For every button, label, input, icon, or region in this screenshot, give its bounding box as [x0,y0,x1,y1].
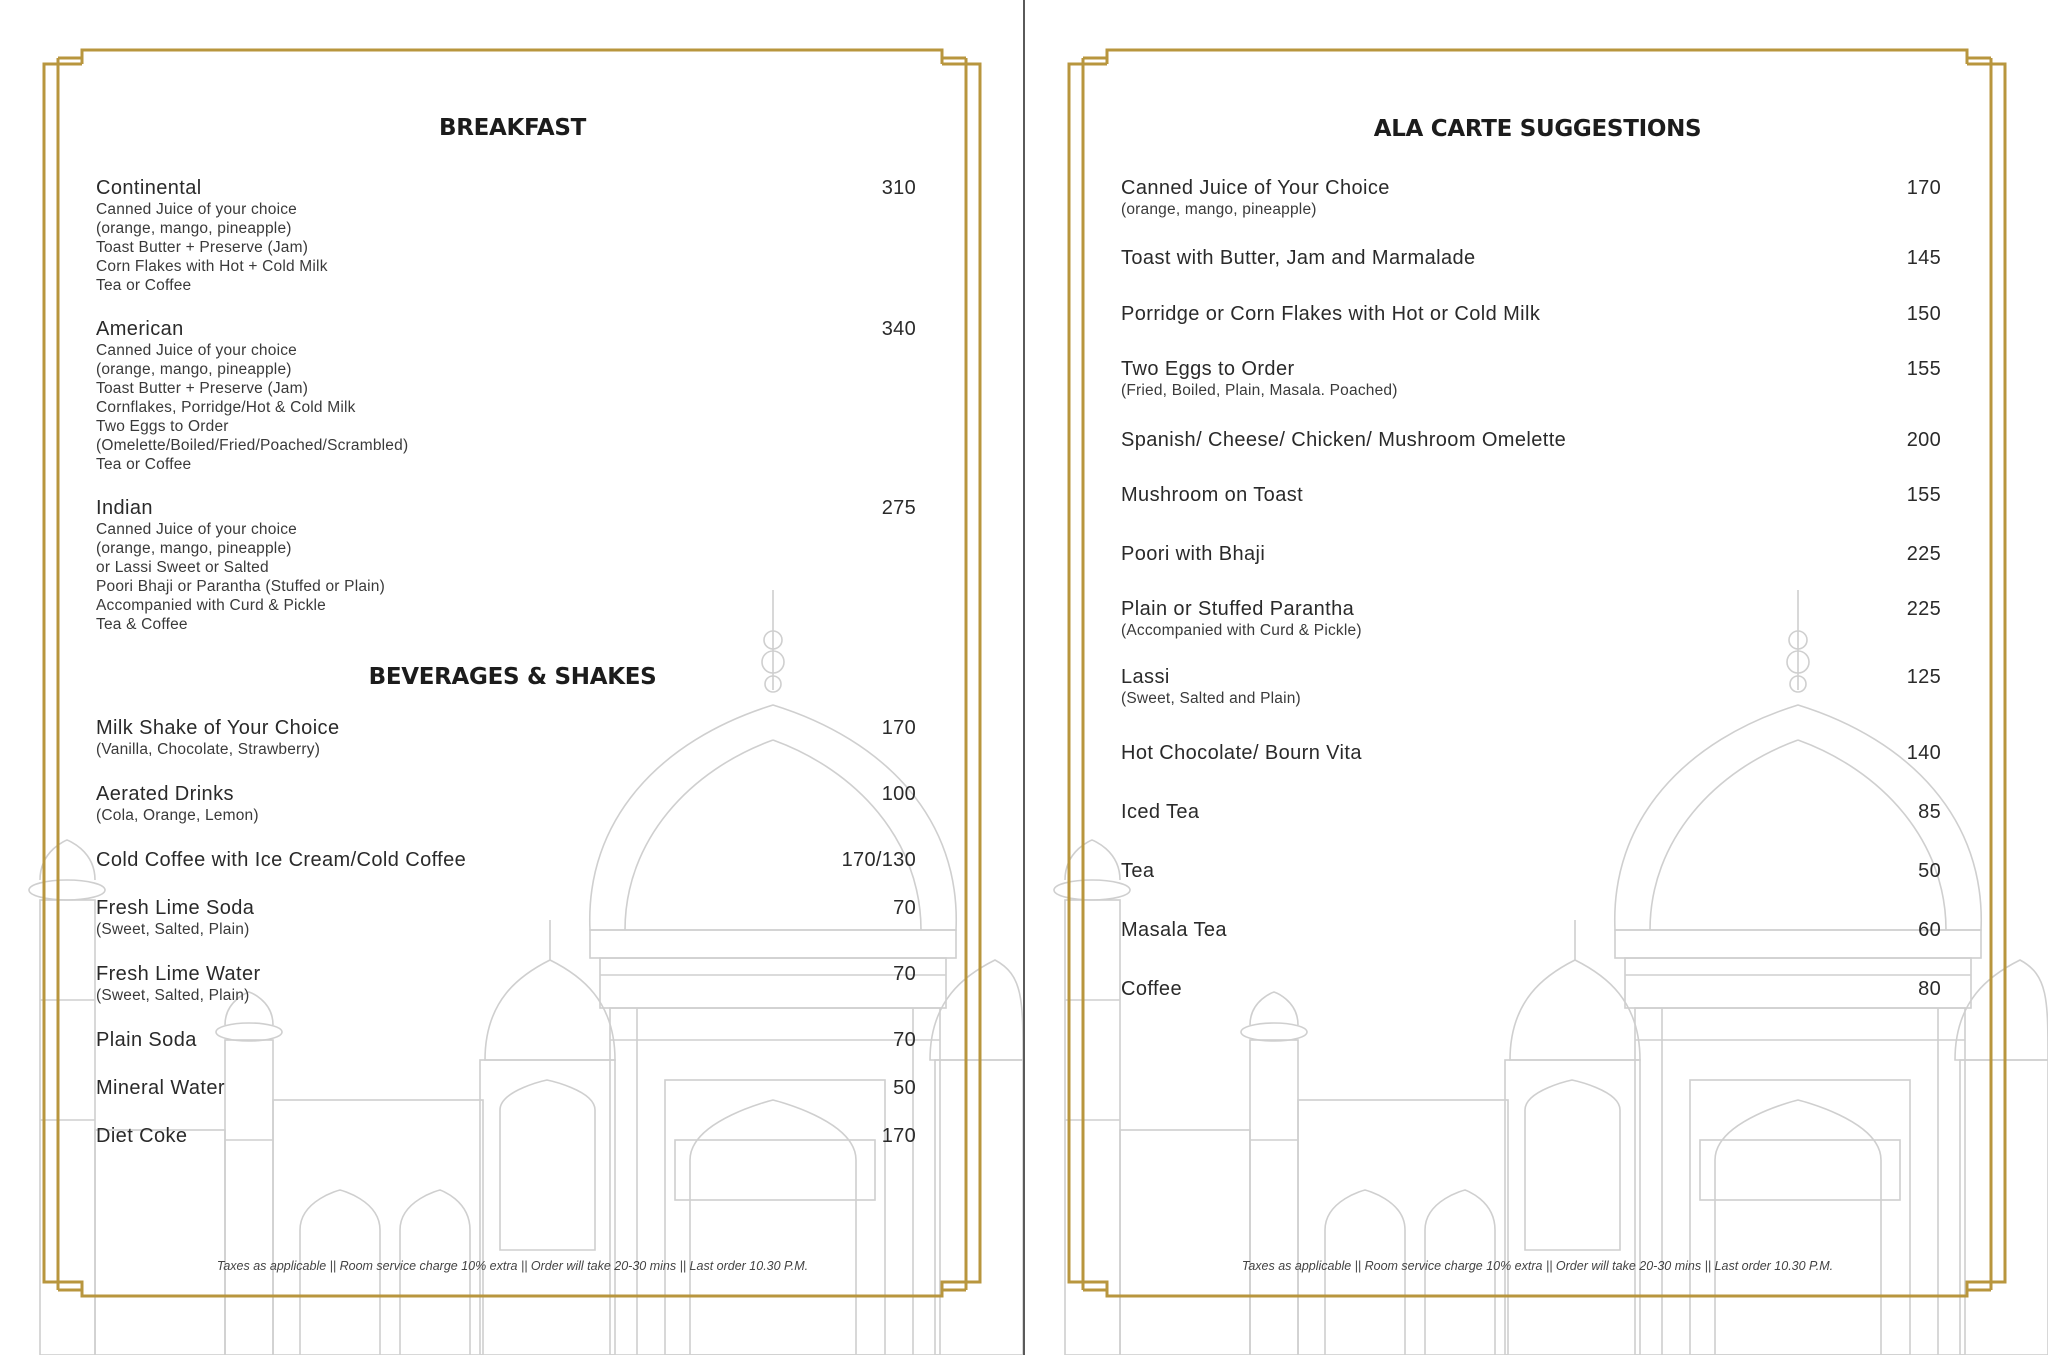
menu-item-poori-bhaji: Poori with Bhaji 225 [1121,543,1941,565]
menu-item-fresh-lime-soda: Fresh Lime Soda 70 (Sweet, Salted, Plain) [96,897,916,938]
item-description: Canned Juice of your choice (orange, mango, pineapple) or Lassi Sweet or Salted Poori Bhaji or Parantha (Stuffed or Plain) Accompanied with Curd & Pickle Tea & Coffee [96,521,385,633]
right-menu-page [1025,0,2048,1355]
menu-item-cold-coffee: Cold Coffee with Ice Cream/Cold Coffee 170/130 [96,849,916,871]
menu-item-hot-chocolate: Hot Chocolate/ Bourn Vita 140 [1121,742,1941,764]
ala-carte-heading: ALA CARTE SUGGESTIONS [1373,116,1702,142]
beverages-heading: BEVERAGES & SHAKES [368,664,657,690]
menu-item-porridge: Porridge or Corn Flakes with Hot or Cold Milk 150 [1121,303,1941,325]
left-menu-page [0,0,1023,1355]
menu-item-two-eggs: Two Eggs to Order 155 (Fried, Boiled, Plain, Masala. Poached) [1121,358,1941,399]
menu-item-mineral-water: Mineral Water 50 [96,1077,916,1099]
menu-item-omelette: Spanish/ Cheese/ Chicken/ Mushroom Omelette 200 [1121,429,1941,451]
footer-note: Taxes as applicable || Room service charge 10% extra || Order will take 20-30 mins || Last order 10.30 P.M. [216,1259,809,1273]
menu-item-iced-tea: Iced Tea 85 [1121,801,1941,823]
menu-item-continental: Continental 310 Canned Juice of your choice (orange, mango, pineapple) Toast Butter + Preserve (Jam) Corn Flakes with Hot + Cold Milk Tea or Coffee [96,177,916,294]
menu-item-masala-tea: Masala Tea 60 [1121,919,1941,941]
menu-item-diet-coke: Diet Coke 170 [96,1125,916,1147]
menu-item-indian: Indian 275 Canned Juice of your choice (orange, mango, pineapple) or Lassi Sweet or Salted Poori Bhaji or Parantha (Stuffed or Plain) Accompanied with Curd & Pickle Tea & Coffee [96,497,916,633]
menu-item-american: American 340 Canned Juice of your choice (orange, mango, pineapple) Toast Butter + Preserve (Jam) Cornflakes, Porridge/Hot & Cold Milk Two Eggs to Order (Omelette/Boiled/Fried/Poached/Scrambled) Tea or Coffee [96,318,916,473]
breakfast-heading: BREAKFAST [438,115,586,141]
menu-item-aerated-drinks: Aerated Drinks 100 (Cola, Orange, Lemon) [96,783,916,824]
menu-item-milk-shake: Milk Shake of Your Choice 170 (Vanilla, Chocolate, Strawberry) [96,717,916,758]
menu-item-parantha: Plain or Stuffed Parantha 225 (Accompanied with Curd & Pickle) [1121,598,1941,639]
menu-item-plain-soda: Plain Soda 70 [96,1029,916,1051]
menu-item-fresh-lime-water: Fresh Lime Water 70 (Sweet, Salted, Plain) [96,963,916,1004]
item-description: Canned Juice of your choice (orange, mango, pineapple) Toast Butter + Preserve (Jam) Corn Flakes with Hot + Cold Milk Tea or Coffee [96,201,328,294]
item-description: Canned Juice of your choice (orange, mango, pineapple) Toast Butter + Preserve (Jam) Cornflakes, Porridge/Hot & Cold Milk Two Eggs to Order (Omelette/Boiled/Fried/Poached/Scrambled) Tea or Coffee [96,342,409,473]
menu-item-lassi: Lassi 125 (Sweet, Salted and Plain) [1121,666,1941,707]
footer-note: Taxes as applicable || Room service charge 10% extra || Order will take 20-30 mins || Last order 10.30 P.M. [1241,1259,1834,1273]
menu-item-mushroom-toast: Mushroom on Toast 155 [1121,484,1941,506]
menu-item-coffee: Coffee 80 [1121,978,1941,1000]
menu-item-canned-juice: Canned Juice of Your Choice 170 (orange, mango, pineapple) [1121,177,1941,218]
menu-item-tea: Tea 50 [1121,860,1941,882]
menu-item-toast: Toast with Butter, Jam and Marmalade 145 [1121,247,1941,269]
